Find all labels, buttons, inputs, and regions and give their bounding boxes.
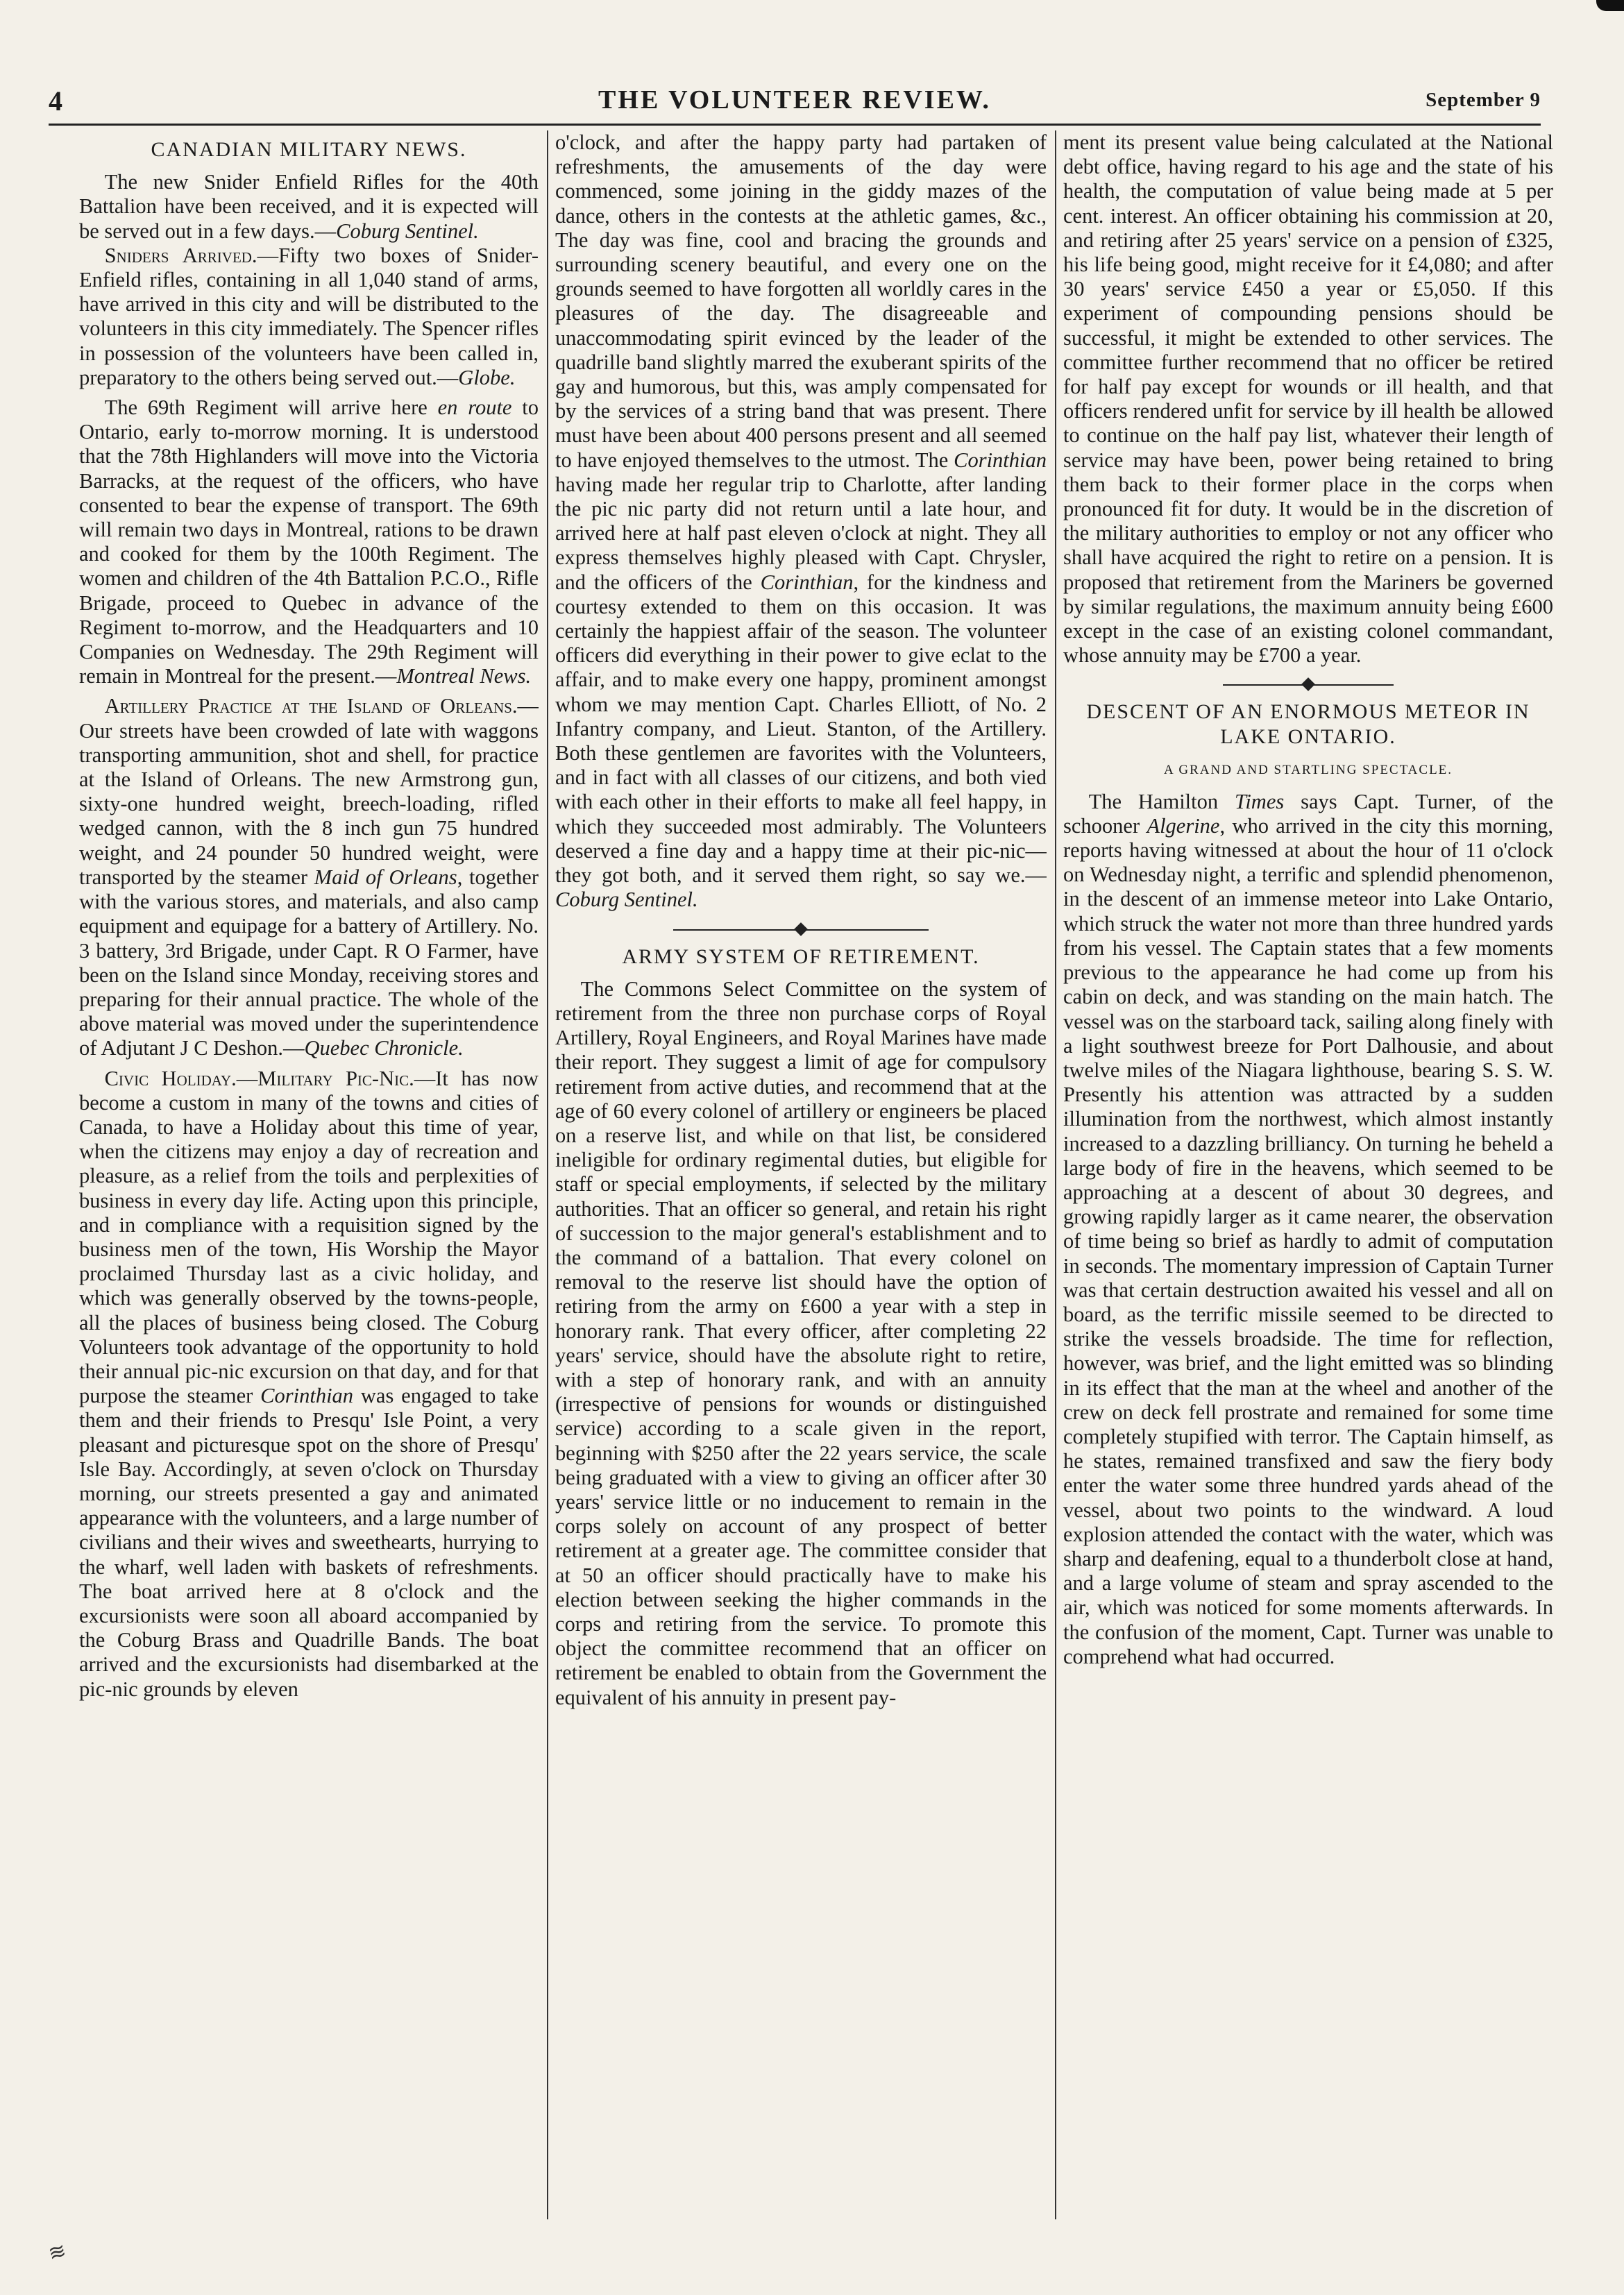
section-heading-meteor: DESCENT OF AN ENORMOUS METEOR IN LAKE ONTARIO. xyxy=(1086,700,1530,749)
article-paragraph: The Hamilton Times says Capt. Turner, of the schooner Algerine, who arrived in the city this morning, reports having witnessed at about the hour of 11 o'clock on Wednesday night, a terrific and splendid phenomenon, in the descent of an immense meteor into Lake Ontario, which struck the water not more than three hundred yards from his vessel. The Captain states that a few moments previous to the appearance he had come up from his cabin on deck, and was standing on the main hatch. The vessel was on the starboard tack, sailing along finely with a light southwest breeze for Port Dalhousie, and about twelve miles of the Niagara lighthouse, bearing S. S. W. Presently his attention was attracted by a sudden illumination from the northwest, which almost instantly increased to a dazzling brilliancy. On turning he beheld a large body of fire in the heavens, which seemed to be approaching at a descent of about 30 degrees, and growing rapidly larger as it came nearer, the observation of time being so brief as hardly to admit of computation in seconds. The momentary impression of Captain Turner was that certain destruction awaited his vessel and all on board, as the terrific missile seemed to be directed to strike the vessels broadside. The time for reflection, however, was brief, and the light emitted was so blinding in its effect that the man at the wheel and another of the crew on deck fell prostrate and remained for some time completely stupified with terror. The Captain himself, as he states, remained transfixed and saw the fiery body enter the water some three hundred yards ahead of the vessel, about two points to the windward. A loud explosion attended the contact with the water, which was sharp and deafening, equal to a thunderbolt close at hand, and a large volume of steam and spray ascended to the air, which was noticed for some moments afterwards. In the confusion of the moment, Capt. Turner was unable to comprehend what had occurred. xyxy=(1063,789,1553,1668)
source-credit: Globe. xyxy=(458,365,516,389)
article-paragraph: The new Snider Enfield Rifles for the 40th Battalion have been received, and it is expected will be served out in a few days.—Coburg Sentinel. xyxy=(79,170,539,243)
page-header xyxy=(49,85,1541,126)
page-number: 4 xyxy=(49,85,62,117)
source-credit: Quebec Chronicle. xyxy=(304,1036,464,1060)
column-3 xyxy=(1063,130,1553,2221)
column-1 xyxy=(79,130,539,2221)
page-corner-mark xyxy=(1596,0,1624,11)
section-heading-canadian-military-news: CANADIAN MILITARY NEWS. xyxy=(151,138,467,161)
section-divider-ornament xyxy=(1063,677,1553,693)
column-2 xyxy=(555,130,1047,2221)
section-divider-ornament xyxy=(555,922,1047,938)
header-rule xyxy=(49,124,1541,126)
section-subheading: A GRAND AND STARTLING SPECTACLE. xyxy=(1163,763,1453,778)
article-paragraph: o'clock, and after the happy party had partaken of refreshments, the amusements of the day were commenced, some joining in the giddy mazes of the dance, others in the contests at the athletic games, &c., The day was fine, cool and bracing the grounds and surrounding scenery beautiful, and every one on the grounds seemed to have forgotten all worldly cares in the pleasures of the day. The disagreeable and unaccommodating spirit evinced by the leader of the quadrille band slightly marred the exuberant spirits of the gay and humorous, but this, was amply compensated for by the services of a string band that was present. There must have been about 400 persons present and all seemed to have enjoyed themselves to the utmost. The Corinthian having made her regular trip to Charlotte, after landing the pic nic party did not return until a late hour, and arrived here at half past eleven o'clock at night. They all express themselves highly pleased with Capt. Chrysler, and the officers of the Corinthian, for the kindness and courtesy extended to them on this occasion. It was certainly the happiest affair of the season. The volunteer officers did everything in their power to give eclat to the affair, and to make every one happy, prominent amongst whom we may mention Capt. Charles Elliott, of No. 2 Infantry company, and Lieut. Stanton, of the Artillery. Both these gentlemen are favorites with the Volunteers, and in fact with all classes of our citizens, and both vied with each other in their efforts to make all feel happy, in which they succeeded most admirably. The Volunteers deserved a fine day and a happy time at their pic-nic—they got both, and it served them right, so say we.—Coburg Sentinel. xyxy=(555,130,1047,912)
article-paragraph: Artillery Practice at the Island of Orleans.—Our streets have been crowded of late with waggons transporting ammunition, shot and shell, for practice at the Island of Orleans. The new Armstrong gun, sixty-one hundred weight, breech-loading, rifled wedged cannon, with the 8 inch gun 75 hundred weight, and 24 pounder 50 hundred weight, were transported by the steamer Maid of Orleans, together with the various stores, and materials, and also camp equipment and equipage for a battery of Artillery. No. 3 battery, 3rd Brigade, under Capt. R O Farmer, have been on the Island since Monday, receiving stores and preparing for their annual practice. The whole of the above material was moved under the superintendence of Adjutant J C Deshon.—Quebec Chronicle. xyxy=(79,694,539,1060)
section-heading-army-retirement: ARMY SYSTEM OF RETIREMENT. xyxy=(622,945,980,968)
article-paragraph: Sniders Arrived.—Fifty two boxes of Snider-Enfield rifles, containing in all 1,040 stand of arms, have arrived in this city and will be distributed to the volunteers in this city immediately. The Spencer rifles in possession of the volunteers have been called in, preparatory to the others being served out.—Globe. xyxy=(79,243,539,389)
scan-smudge-mark: ≋ xyxy=(46,2239,69,2266)
article-paragraph: ment its present value being calculated at the National debt office, having regard to his age and the state of his health, the computation of value being made at 5 per cent. interest. An officer obtaining his commission at 20, and retiring after 25 years' service on a pension of £325, his life being good, might receive for it £4,080; and after 30 years' service £450 a year or £5,050. If this experiment of compounding pensions should be successful, it might be extended to other services. The committee further recommend that no officer be retired for half pay except for wounds or ill health, and that officers rendered unfit for service by ill health be allowed to continue on the half pay list, whatever their length of service may have been, power being retained to bring them back to their former place in the corps when pronounced fit for duty. It would be in the discretion of the military authorities to employ or not any officer who shall have acquired the right to retire on a pension. It is proposed that retirement from the Mariners be governed by similar regulations, the maximum annuity being £600 except in the case of an existing colonel commandant, whose annuity may be £700 a year. xyxy=(1063,130,1553,668)
source-credit: Coburg Sentinel. xyxy=(555,888,698,912)
article-paragraph: Civic Holiday.—Military Pic-Nic.—It has now become a custom in many of the towns and cities of Canada, to have a Holiday about this time of year, when the citizens may enjoy a day of recreation and pleasure, as a relief from the toils and perplexities of business in every day life. Acting upon this principle, and in compliance with a requisition signed by the business men of the town, His Worship the Mayor proclaimed Thursday last as a civic holiday, and which was generally observed by the towns-people, all the places of business being closed. The Coburg Volunteers took advantage of the opportunity to hold their annual pic-nic excursion on that day, and for that purpose the steamer Corinthian was engaged to take them and their friends to Presqu' Isle Point, a very pleasant and picturesque spot on the shore of Presqu' Isle Bay. Accordingly, at seven o'clock on Thursday morning, our streets presented a gay and animated appearance with the volunteers, and a large number of civilians and their wives and sweethearts, hurrying to the wharf, well laden with baskets of refreshments. The boat arrived here at 8 o'clock and the excursionists were soon all aboard accompanied by the Coburg Brass and Quadrille Bands. The boat arrived and the excursionists had disembarked at the pic-nic grounds by eleven xyxy=(79,1066,539,1701)
newspaper-title: THE VOLUNTEER REVIEW. xyxy=(598,85,991,115)
column-rule-1 xyxy=(547,130,548,2219)
article-paragraph: The 69th Regiment will arrive here en route to Ontario, early to-morrow morning. It is understood that the 78th Highlanders will move into the Victoria Barracks, at the request of the officers, who have consented to bear the expense of transport. The 69th will remain two days in Montreal, rations to be drawn and cooked for them by the 100th Regiment. The women and children of the 4th Battalion P.C.O., Rifle Brigade, proceed to Quebec in advance of the Regiment to-morrow, and the Headquarters and 10 Companies on Wednesday. The 29th Regiment will remain in Montreal for the present.—Montreal News. xyxy=(79,396,539,688)
paragraph-lead: Artillery Practice at the Island of Orleans. xyxy=(104,694,518,718)
source-credit: Coburg Sentinel. xyxy=(336,219,479,243)
source-credit: Montreal News. xyxy=(396,664,532,688)
paragraph-lead: Civic Holiday.—Military Pic-Nic. xyxy=(104,1066,414,1090)
issue-date: September 9 xyxy=(1426,89,1541,111)
paragraph-lead: Sniders Arrived. xyxy=(104,243,257,267)
article-paragraph: The Commons Select Committee on the system of retirement from the three non purchase corps of Royal Artillery, Royal Engineers, and Royal Marines have made their report. They suggest a limit of age for compulsory retirement from active duties, and recommend that at the age of 60 every colonel of artillery or engineers be placed on a reserve list, and while on that list, be considered ineligible for ordinary regimental duties, but eligible for staff or special employments, if selected by the military authorities. That an officer so general, and retain his right of succession to the major general's establishment and to the command of a battalion. That every colonel on removal to the reserve list should have the option of retiring from the army on £600 a year with a step in honorary rank. That every officer, after completing 22 years' service, should have the absolute right to retire, with a step of honorary rank, and with an annuity (irrespective of pensions for wounds or distinguished service) according to a scale given in the report, beginning with $250 after the 22 years service, the scale being graduated with a view to giving an officer after 30 years' service little or no inducement to remain in the corps solely on account of any prospect of better retirement at a greater age. The committee consider that at 50 an officer should practically have to make his election between seeking the higher commands in the corps and retiring from the service. To promote this object the committee recommend that an officer on retirement be enabled to obtain from the Government the equivalent of his annuity in present pay- xyxy=(555,976,1047,1709)
column-rule-2 xyxy=(1055,130,1056,2219)
